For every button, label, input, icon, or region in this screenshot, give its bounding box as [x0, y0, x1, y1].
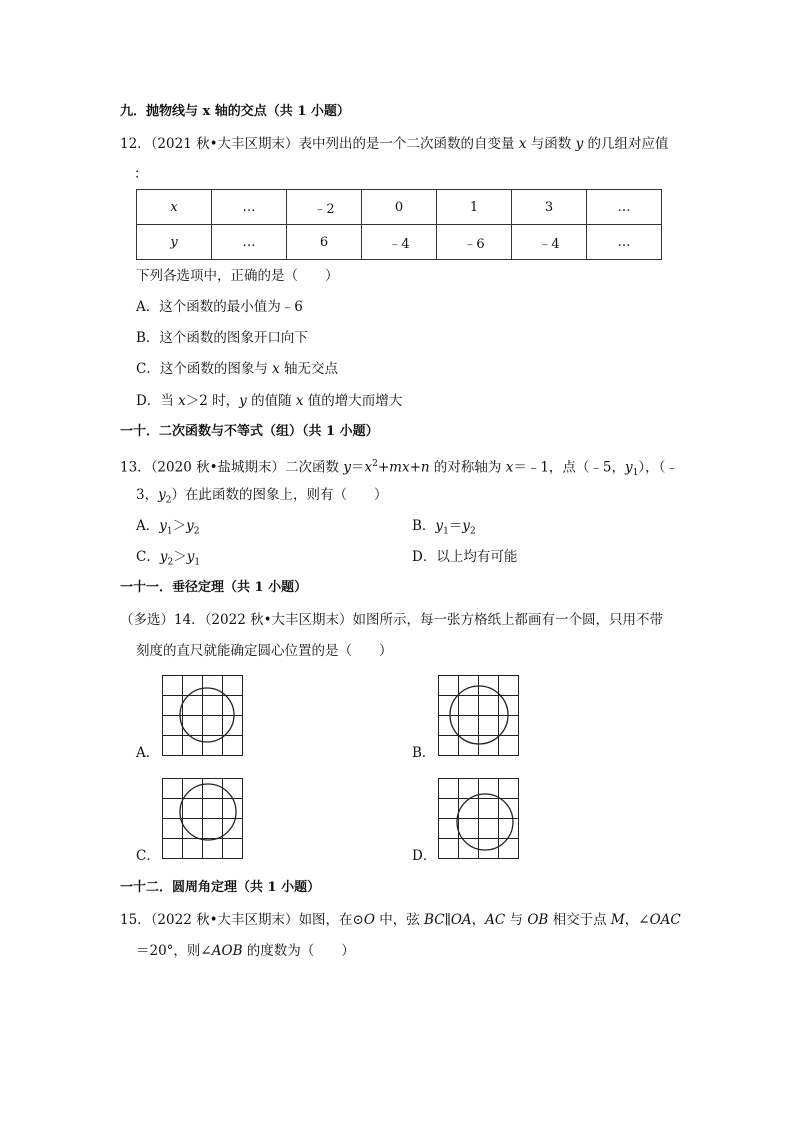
grid-figure-b [438, 675, 520, 757]
table-row [137, 225, 662, 260]
table-cell: 0 [362, 190, 437, 225]
option-c: C．$y_2>y_1$ [136, 549, 201, 568]
table-cell: ﹣4 [362, 225, 437, 260]
figure-label: D． [412, 848, 437, 864]
section-heading: 一十．二次函数与不等式（组）（共 1 小题） [120, 424, 379, 439]
table-cell: 3 [512, 190, 587, 225]
figure-label: A． [136, 745, 160, 761]
table-cell: 1 [437, 190, 512, 225]
option-a: A．这个函数的最小值为﹣6 [136, 299, 303, 315]
question-12-stem: 12．（2021 秋•大丰区期末）表中列出的是一个二次函数的自变量 x 与函数 y 的几组对应值 [120, 136, 669, 152]
question-source: （2022 秋•大丰区期末） [150, 912, 299, 928]
table-cell: 6 [287, 225, 362, 260]
question-12-colon: ： [134, 166, 148, 182]
grid-figure-d [438, 778, 520, 860]
table-cell: … [587, 190, 662, 225]
table-row [137, 190, 662, 225]
table-cell: ﹣4 [512, 225, 587, 260]
table-cell: x [137, 190, 212, 225]
table-cell: … [587, 225, 662, 260]
value-table [136, 189, 662, 260]
option-b: B．$y_1=y_2$ [412, 518, 476, 537]
table-cell: … [212, 190, 287, 225]
grid-figure-c [162, 778, 244, 860]
section-heading: 一十一．垂径定理（共 1 小题） [120, 580, 308, 595]
table-cell: … [212, 225, 287, 260]
option-a: A．$y_1>y_2$ [136, 518, 200, 537]
question-14-stem: （多选）14．（2022 秋•大丰区期末）如图所示，每一张方格纸上都画有一个圆，只用不带 [120, 612, 664, 628]
grid-figure-a [162, 675, 244, 757]
question-12-prompt: 下列各选项中，正确的是（ ） [136, 268, 339, 284]
question-number: 12． [120, 136, 151, 152]
question-15-stem: 15．（2022 秋•大丰区期末）如图，在⊙O 中，弦 BC∥OA，AC 与 OB 相交于点 M，∠OAC [120, 912, 681, 928]
table-cell: ﹣2 [287, 190, 362, 225]
question-14-stem-line2: 刻度的直尺就能确定圆心位置的是（ ） [136, 643, 393, 659]
option-b: B．这个函数的图象开口向下 [136, 330, 308, 346]
question-15-stem-line2: ＝20°，则∠AOB 的度数为（ ） [136, 943, 355, 959]
option-c: C．这个函数的图象与 x 轴无交点 [136, 361, 339, 377]
option-d: D．当 x＞2 时，y 的值随 x 值的增大而增大 [136, 393, 403, 409]
question-source: （2021 秋•大丰区期末） [150, 136, 299, 152]
question-number: 15． [120, 912, 151, 928]
question-number: 13． [120, 459, 151, 476]
option-d: D．以上均有可能 [412, 549, 518, 565]
table-cell: ﹣6 [437, 225, 512, 260]
question-source: （2020 秋•盐城期末） [150, 459, 286, 476]
question-13-stem: 13．（2020 秋•盐城期末）二次函数 $y=x^2+mx+n$ 的对称轴为 x＝﹣1，点（﹣5，$y_1$），（﹣ [120, 459, 679, 479]
figure-label: B． [412, 745, 436, 761]
figure-label: C． [136, 848, 160, 864]
section-heading: 九．抛物线与 x 轴的交点（共 1 小题） [120, 104, 350, 119]
question-13-stem-line2: 3，$y_2$）在此函数的图象上，则有（ ） [136, 487, 388, 506]
section-heading: 一十二．圆周角定理（共 1 小题） [120, 880, 321, 895]
table-cell: y [137, 225, 212, 260]
